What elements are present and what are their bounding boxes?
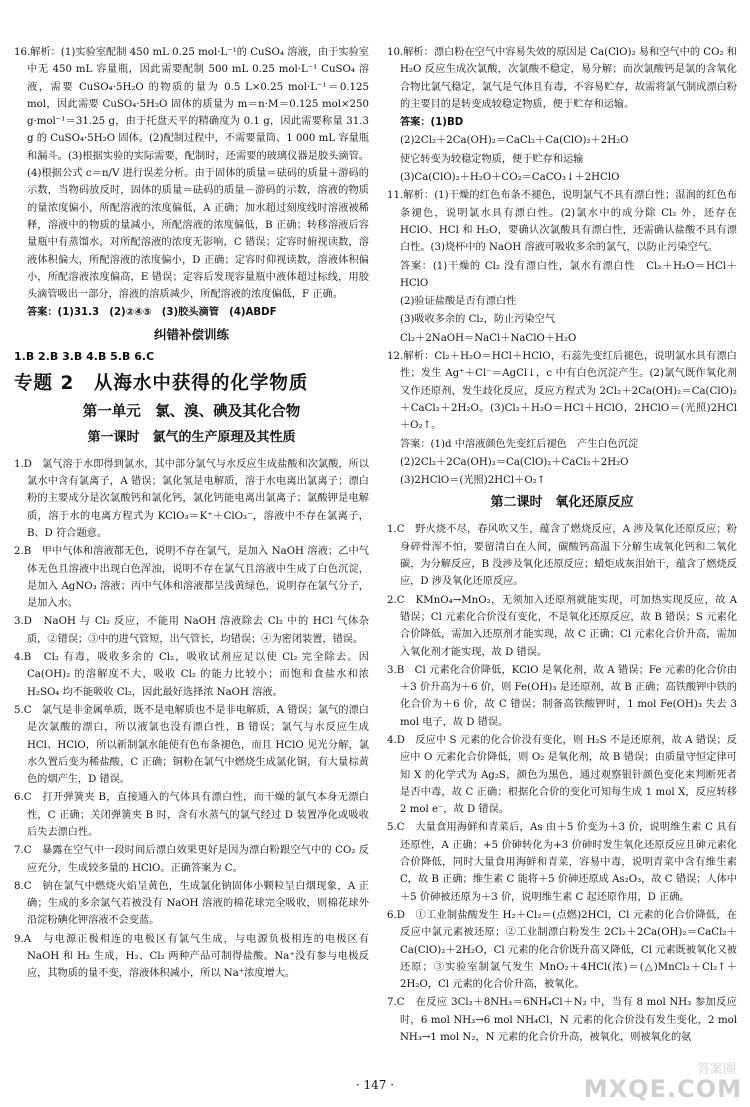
left-item-6: 6.C 打开弹簧夹 B，直接通入的气体具有漂白性，而干燥的氯气本身无漂白性，C 正确；关闭弹簧夹 B 时，含有水蒸气的氯气经过 D 装置净化或吸收后失去漂白性。 (14, 792, 369, 838)
right-item-7: 7.C 在反应 3Cl₂＋8NH₃＝6NH₄Cl＋N₂ 中，当有 8 mol NH₃ 参加反应时，6 mol NH₃→6 mol NH₄Cl，N 元素的化合价没有发生变化，2 mol NH₃→1 mol N₂，N 元素的化合价升高，被氧化，则被氧化的氨 (387, 997, 737, 1044)
q16-analysis: 16.解析：(1)实验室配制 450 mL 0.25 mol·L⁻¹的 CuSO₄ 溶液，由于实验室中无 450 mL 容量瓶，因此需要配制 500 mL 0.25 mol·L⁻¹ CuSO₄ 溶液，需要 CuSO₄·5H₂O 的物质的量为 0.5 L×0.25 mol·L⁻¹＝0.125 mol，因此需要 CuSO₄·5H₂O 固体的质量为 m＝n·M＝0.125 mol×250 g·mol⁻¹＝31.25 g，由于托盘天平的精确度为 0.1 g，因此需要称量 31.3 g 的 CuSO₄·5H₂O 固体。(2)配制过程中，不需要量筒、1 000 mL 容量瓶和漏斗。(3)根据实验的实际需要，配制时，还需要的玻璃仪器是胶头滴管。(4)根据公式 c＝n/V 进行误差分析。由于固体的质量＝砝码的质量＋游码的示数，当物码放反时，固体的质量＝砝码的质量－游码的示数，溶液的物质的量浓度偏小，所配溶液的浓度偏低，A 正确；加水超过刻度线时溶液被稀释，溶液中的物质的量减小，所配溶液的浓度偏低，B 正确；转移溶液后容量瓶中有蒸馏水，对所配溶液的浓度无影响，C 错误；定容时俯视读数，溶液体积偏大，所配溶液的浓度偏小，D 正确；定容时仰视读数，溶液体积偏小，所配溶液浓度偏高，E 错误；定容后发现容量瓶中液体超过标线，用胶头滴管吸出一部分，溶液的溶质减少，所配溶液的浓度偏低，F 正确。 (14, 47, 369, 301)
right-item-6: 6.D ①工业制盐酸发生 H₂＋Cl₂＝(点燃)2HCl，Cl 元素的化合价降低，在反应中氯元素被还原；②工业制漂白粉发生 2Cl₂＋2Ca(OH)₂＝CaCl₂＋Ca(ClO)₂＋2H₂O，Cl 元素的化合价既升高又降低，Cl 元素既被氧化又被还原；③实验室制氯气发生 MnO₂＋4HCl(浓)＝(△)MnCl₂＋Cl₂↑＋2H₂O，Cl 元素的化合价升高，被氧化。 (387, 909, 737, 991)
q10-answer-4: (3)Ca(ClO)₂＋H₂O＋CO₂＝CaCO₃↓＋2HClO (400, 172, 620, 184)
unit-title: 第一单元 氯、溴、碘及其化合物 (82, 403, 301, 420)
q10-answer-3: 使它转变为较稳定物质，便于贮存和运输 (400, 153, 584, 165)
q11-analysis: 11.解析：(1)干燥的红色布条不褪色，说明氯气不具有漂白性；湿润的红色布条褪色，说明氯水具有漂白性。(2)氯水中的成分除 Cl₂ 外，还存在 HClO、HCl 和 H₂O，要确认次氯酸具有漂白性，还需确认盐酸不具有漂白性。(3)烧杯中的 NaOH 溶液可吸收多余的氯气，以防止污染空气。 (387, 190, 737, 254)
section-title: 纠错补偿训练 (153, 326, 229, 342)
left-item-7: 7.C 暴露在空气中一段时间后漂白效果更好是因为漂白粉跟空气中的 CO₂ 反应充分，生成较多量的 HClO。正确答案为 C。 (14, 845, 369, 874)
q11-answer-1: 答案：(1)干燥的 Cl₂ 没有漂白性，氯水有漂白性 Cl₂＋H₂O＝HCl＋HClO (400, 260, 737, 289)
watermark (583, 1049, 742, 1103)
q10-analysis: 10.解析：漂白粉在空气中容易失效的原因是 Ca(ClO)₂ 易和空气中的 CO₂ 和 H₂O 反应生成次氯酸，次氯酸不稳定，易分解；而次氯酸钙是氯的含氧化合物比氯气稳定，氯气是气体且有毒，不容易贮存，故需将氯气制成漂白粉的主要目的是转变成较稳定物质，便于贮存和运输。 (387, 47, 737, 110)
page-number: · 147 · (355, 1078, 395, 1092)
q10-answer-1: 答案：(1)BD (400, 117, 464, 129)
q12-analysis: 12.解析：Cl₂＋H₂O＝HCl＋HClO，石蕊先变红后褪色，说明氯水具有漂白性；发生 Ag⁺＋Cl⁻＝AgCl↓，c 中有白色沉淀产生。(2)氯气既作氧化剂又作还原剂，发生歧化反应，反应方程式为 2Cl₂＋2Ca(OH)₂＝Ca(ClO)₂＋CaCl₂＋2H₂O。(3)Cl₂＋H₂O＝HCl＋HClO，2HClO＝(光照)2HCl＋O₂↑。 (387, 351, 737, 432)
right-item-2: 2.C KMnO₄→MnO₂，无须加入还原剂就能实现，可加热实现反应，故 A 错误；Cl 元素化合价没有变化，不是氧化还原反应，故 B 错误；S 元素化合价降低，需加入还原剂才能实现，故 C 正确；Cl 元素化合价升高，需加入氧化剂才能实现，故 D 错误。 (387, 594, 737, 658)
q12-answer-2: (2)2Cl₂＋2Ca(OH)₂＝Ca(ClO)₂＋CaCl₂＋2H₂O (400, 456, 629, 468)
watermark-text: MXQE.COM (583, 1075, 742, 1103)
q10-answer-2: (2)2Cl₂＋2Ca(OH)₂＝CaCl₂＋Ca(ClO)₂＋2H₂O (400, 135, 629, 147)
lesson1-title: 第一课时 氯气的生产原理及其性质 (87, 429, 296, 445)
right-item-1: 1.C 野火烧不尽，春风吹又生，蕴含了燃烧反应，A 涉及氧化还原反应；粉身碎骨浑不怕，要留清白在人间，碳酸钙高温下分解生成氧化钙和二氧化碳，为分解反应，B 没涉及氧化还原反应；蜡炬成灰泪始干，蕴含了燃烧反应，D 涉及氧化还原反应。 (387, 524, 737, 588)
left-item-1: 1.D 氯气溶于水即得到氯水，其中部分氯气与水反应生成盐酸和次氯酸，所以氯水中含有氯离子，A 错误；氯化氢是电解质，溶于水电离出氯离子；漂白粉的主要成分是次氯酸钙和氯化钙，氯化钙能电离出氯离子；氯酸钾是电解质，溶于水的电离方程式为 KClO₃＝K⁺＋ClO₃⁻，溶液中不存在氯离子，B、D 符合题意。 (14, 458, 369, 539)
answers-line: 1.B 2.B 3.B 4.B 5.B 6.C (14, 349, 155, 363)
left-column (14, 44, 369, 984)
q11-answer-2: (2)验证盐酸是否有漂白性 (400, 296, 517, 308)
right-column (387, 44, 737, 1047)
lesson2-title: 第二课时 氧化还原反应 (490, 495, 634, 511)
q12-answer-3: (3)2HClO＝(光照)2HCl＋O₂↑ (400, 475, 546, 487)
right-item-3: 3.B Cl 元素化合价降低，KClO 是氧化剂，故 A 错误；Fe 元素的化合价由＋3 价升高为＋6 价，则 Fe(OH)₃ 是还原剂，故 B 正确；高铁酸钾中铁的化合价为＋6 价，故 C 错误；制备高铁酸钾时，1 mol Fe(OH)₃ 失去 3 mol 电子，故 D 错误。 (387, 664, 737, 728)
right-item-5: 5.C 大量食用海鲜和青菜后，As 由＋5 价变为＋3 价，说明维生素 C 具有还原性，A 正确；+5 价砷转化为+3 价砷时发生氧化还原反应且砷元素化合价降低，同时大量食用海鲜和青菜，容易中毒，说明青菜中含有维生素 C，故 B 正确；维生素 C 能将＋5 价砷还原成 As₂O₃，故 C 错误；人体中＋5 价砷被还原为＋3 价，说明维生素 C 起还原作用，D 正确。 (387, 822, 737, 903)
q11-answer-3: (3)吸收多余的 Cl₂，防止污染空气 (400, 314, 556, 326)
watermark-subtext: 答案圈 (696, 1062, 736, 1077)
q16-answer: 答案：(1)31.3 (2)②④⑤ (3)胶头滴管 (4)ABDF (27, 307, 277, 319)
topic-title: 专题 2 从海水中获得的化学物质 (14, 372, 309, 394)
left-item-4: 4.B Cl₂ 有毒，吸收多余的 Cl₂，吸收试剂应足以使 Cl₂ 完全除去。因 Ca(OH)₂ 的溶解度不大，吸收 Cl₂ 的能力比较小；而饱和食盐水和浓 H₂SO₄ 均不能吸收 Cl₂，因此最好选择浓 NaOH 溶液。 (14, 652, 369, 698)
left-item-3: 3.D NaOH 与 Cl₂ 反应，不能用 NaOH 溶液除去 Cl₂ 中的 HCl 气体杂质，②错误；③中的进气管短，出气管长，均错误；④为密闭装置，错误。 (14, 616, 369, 645)
q12-answer-1: 答案：(1)d 中溶液颜色先变红后褪色 产生白色沉淀 (400, 438, 639, 450)
left-item-9: 9.A 与电源正极相连的电极区有氯气生成，与电源负极相连的电极区有 NaOH 和 H₂ 生成，H₂、Cl₂ 两种产品可制得盐酸。Na⁺没有参与电极反应，其物质的量不变，溶液体积减小，所以 Na⁺浓度增大。 (14, 933, 369, 980)
left-item-2: 2.B 甲中气体和溶液都无色，说明不存在氯气，是加入 NaOH 溶液；乙中气体无色且溶液中出现白色浑浊，说明不存在氯气且溶液中生成了白色沉淀，是加入 AgNO₃ 溶液；丙中气体和溶液都呈浅黄绿色，说明存在氯气分子，是加入水。 (14, 546, 369, 610)
left-item-5: 5.C 氯气是非金属单质，既不是电解质也不是非电解质，A 错误；氯气的漂白是次氯酸的漂白，所以液氯也没有漂白性，B 错误；氯气与水反应生成 HCl、HClO，所以新制氯水能使有色布条褪色，而且 HClO 见光分解，氯水久置后变为稀盐酸，C 正确；铜粉在氯气中燃烧生成氯化铜，有大量棕黄色的烟产生，D 错误。 (14, 704, 369, 786)
left-item-8: 8.C 钠在氯气中燃烧火焰呈黄色，生成氯化钠固体小颗粒呈白烟现象，A 正确；生成的多余氯气若被没有 NaOH 溶液的棉花球完全吸收，则棉花球外沿淀粉碘化钾溶液不会变蓝。 (14, 880, 369, 927)
right-item-4: 4.D 反应中 S 元素的化合价没有变化，则 H₂S 不是还原剂，故 A 错误；反应中 O 元素化合价降低，则 O₂ 是氧化剂，故 B 错误；由质量守恒定律可知 X 的化学式为 Ag₂S，颜色为黑色，通过观察银针颜色变化来判断死者是否中毒，故 C 正确；根据化合价的变化可知每生成 1 mol X，反应转移 2 mol e⁻，故 D 错误。 (387, 734, 737, 816)
q11-answer-4: Cl₂＋2NaOH＝NaCl＋NaClO＋H₂O (400, 332, 577, 344)
